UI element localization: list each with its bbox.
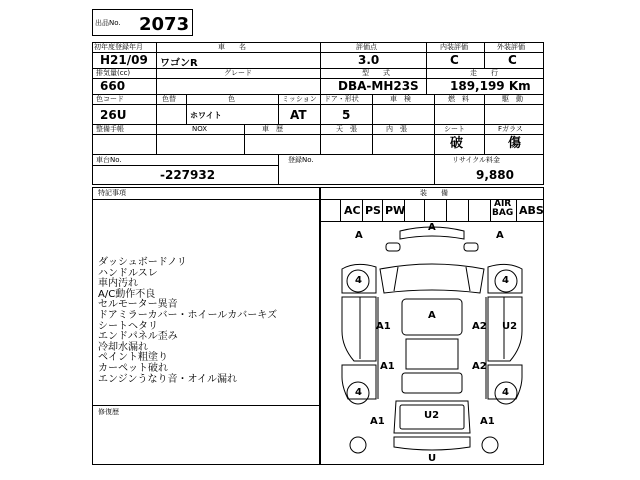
remark-item: エンジンうなり音・オイル漏れ	[98, 373, 237, 385]
remark-item: A/C動作不良	[98, 288, 156, 300]
damage-right-rear-tire: 4	[502, 387, 509, 398]
exterior-label: 外装評価	[497, 43, 525, 51]
remark-item: エンドパネル歪み	[98, 331, 178, 343]
remark-item: セルモーター異音	[98, 299, 178, 311]
equip-pw: PW	[385, 204, 406, 217]
damage-left-front-tire: 4	[355, 275, 362, 286]
remark-item: ドアミラーカバー・ホイールカバーキズ	[98, 309, 278, 321]
transmission-value: AT	[290, 108, 307, 122]
car-damage-diagram	[320, 221, 544, 465]
nox-label: NOX	[192, 125, 208, 133]
headliner-label: 天 張	[336, 125, 357, 133]
fuel-label: 燃 料	[448, 95, 469, 103]
equipment-label: 装 備	[420, 189, 448, 197]
lot-label: 出品No.	[95, 19, 121, 27]
mileage-label: 走 行	[470, 69, 498, 77]
damage-rear-right: A1	[480, 416, 495, 427]
door-shape-label: ドア・形状	[324, 95, 359, 103]
first-reg-value: H21/09	[100, 53, 148, 67]
remark-item: シートヘタリ	[98, 320, 158, 332]
damage-bottom: U	[428, 453, 437, 464]
interior-trim-label: 内 張	[386, 125, 407, 133]
displacement-label: 排気量(cc)	[96, 69, 131, 77]
windshield-label: Fガラス	[498, 125, 523, 133]
maintenance-record-label: 整備手帳	[96, 125, 124, 133]
color-code-label: 色コード	[96, 95, 124, 103]
score-value: 3.0	[358, 53, 380, 67]
interior-label: 内装評価	[440, 43, 468, 51]
grade-label: グレード	[224, 69, 252, 77]
damage-left-rear-tire: 4	[355, 387, 362, 398]
interior-value: C	[450, 53, 459, 67]
first-reg-label: 初年度登録年月	[94, 43, 143, 51]
mileage-value: 189,199 Km	[450, 79, 531, 93]
chassis-value: -227932	[160, 168, 216, 182]
lot-box	[92, 9, 193, 36]
remark-item: ペイント粗塗り	[98, 352, 168, 364]
equip-airbag: AIR BAG	[492, 199, 514, 218]
registration-label: 登録No.	[288, 156, 314, 164]
color-change-label: 色替	[162, 95, 176, 103]
history-label: 車 歴	[262, 125, 283, 133]
damage-roof: A	[428, 310, 436, 321]
lot-number: 2073	[139, 14, 190, 35]
recycle-value: 9,880	[476, 168, 514, 182]
damage-right-side: U2	[502, 321, 518, 332]
damage-left-front-door: A1	[376, 321, 391, 332]
inspection-label: 車 検	[390, 95, 411, 103]
model-value: DBA-MH23S	[338, 79, 419, 93]
equip-ps: PS	[365, 204, 381, 217]
windshield-value: 傷	[508, 136, 522, 151]
car-name-label: 車 名	[218, 43, 246, 51]
damage-top-right: A	[496, 230, 504, 241]
color-label: 色	[228, 95, 235, 103]
recycle-label: リサイクル料金	[452, 156, 501, 164]
damage-top-left: A	[355, 230, 363, 241]
displacement-value: 660	[100, 79, 126, 93]
remarks-list	[98, 258, 277, 385]
color-code-value: 26U	[100, 108, 127, 122]
seat-label: シート	[444, 125, 465, 133]
damage-left-rear-door: A1	[380, 361, 395, 372]
damage-right-front-tire: 4	[502, 275, 509, 286]
remark-item: カーペット破れ	[98, 362, 168, 374]
remark-item: 車内汚れ	[98, 278, 138, 290]
chassis-label: 車台No.	[96, 156, 122, 164]
drive-label: 駆 動	[502, 95, 523, 103]
damage-trunk: U2	[424, 410, 440, 421]
equip-ac: AC	[344, 204, 361, 217]
notes-label: 特記事項	[98, 189, 126, 197]
repair-history-label: 修復歴	[98, 408, 119, 416]
damage-right-rear-door: A2	[472, 361, 487, 372]
damage-right-front-door: A2	[472, 321, 487, 332]
seat-value: 破	[450, 136, 464, 151]
damage-top: A	[428, 222, 436, 233]
remark-item: 冷却水漏れ	[98, 341, 148, 353]
transmission-label: ミッション	[282, 95, 317, 103]
car-name-value: ワゴンR	[160, 58, 198, 69]
door-value: 5	[342, 108, 351, 122]
remark-item: ダッシュボードノリ	[98, 257, 187, 268]
score-label: 評価点	[356, 43, 377, 51]
damage-rear-left: A1	[370, 416, 385, 427]
color-value: ホワイト	[190, 111, 222, 120]
exterior-value: C	[508, 53, 517, 67]
remark-item: ハンドルスレ	[98, 267, 158, 279]
model-label: 型 式	[362, 69, 390, 77]
equip-abs: ABS	[519, 204, 544, 217]
